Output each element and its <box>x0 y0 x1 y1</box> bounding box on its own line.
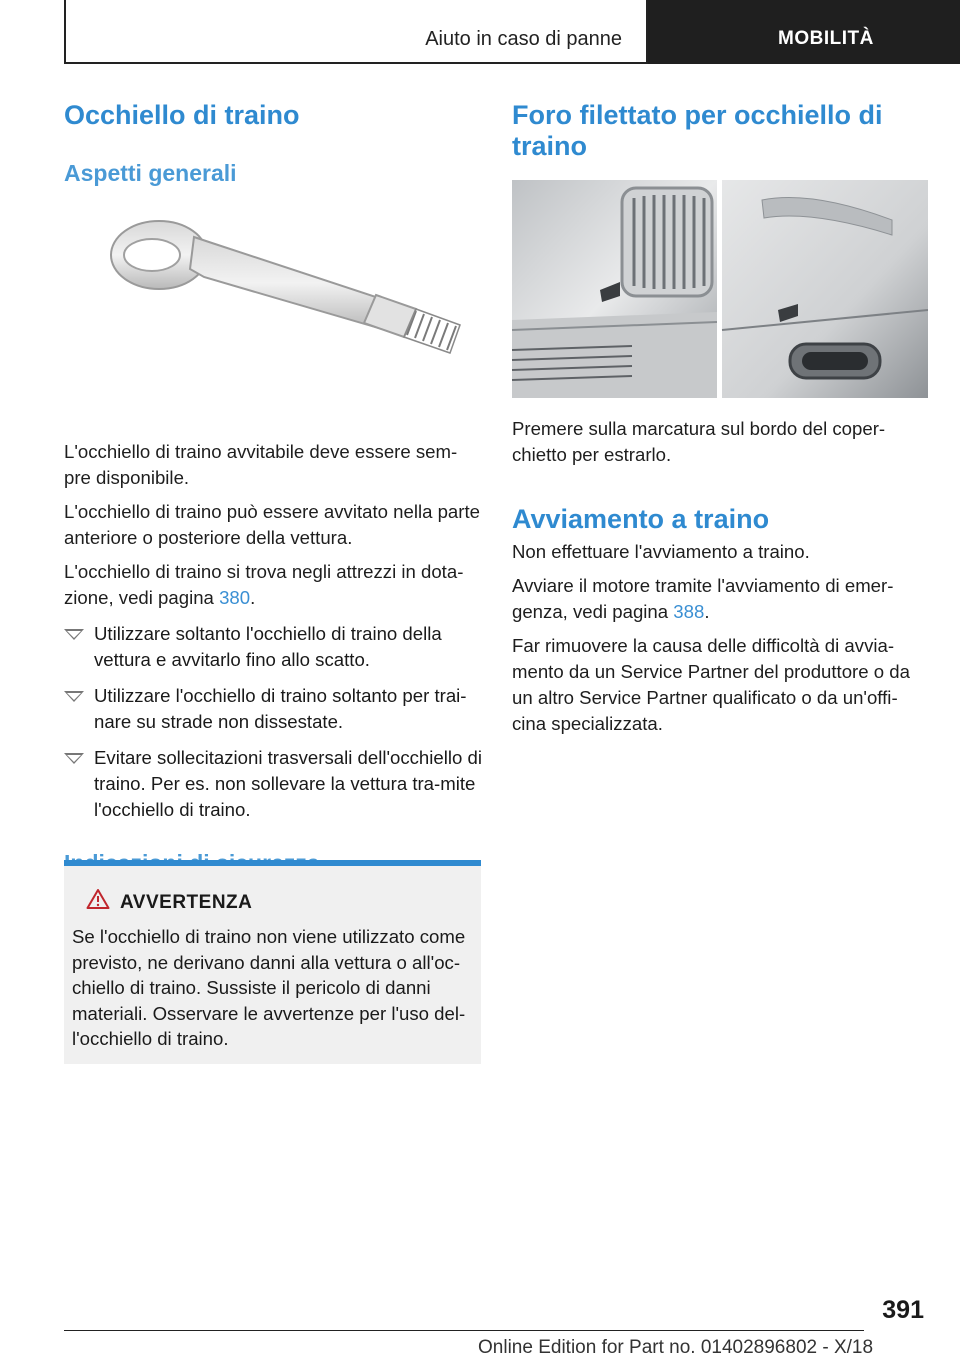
list-item: Evitare sollecitazioni trasversali dell'occhiello di traino. Per es. non sollevare la vettura tra-mite l'occhiello di traino. <box>64 745 482 823</box>
triangle-bullet-icon <box>64 629 84 640</box>
header-section-title: Aiuto in caso di panne <box>425 28 622 50</box>
warning-title: AVVERTENZA <box>120 892 253 913</box>
paragraph-location: L'occhiello di traino si trova negli attrezzi in dota-zione, vedi pagina 380. <box>64 561 464 608</box>
paragraph-availability: L'occhiello di traino avvitabile deve essere sem-pre disponibile. <box>64 441 458 488</box>
paragraph-remove-cover: Premere sulla marcatura sul bordo del coper-chietto per estrarlo. <box>512 418 886 465</box>
warning-box <box>64 860 481 1064</box>
list-item: Utilizzare soltanto l'occhiello di traino della vettura e avvitarlo fino allo scatto. <box>64 621 482 673</box>
page-link-380[interactable]: 380 <box>219 587 251 608</box>
left-column <box>64 100 482 877</box>
paragraph-service-partner: Far rimuovere la causa delle difficoltà di avvia-mento da un Service Partner del produttore o da un altro Service Partner qualificato o da un'offi-cina specializzata. <box>512 635 910 734</box>
section-title-tow-start: Avviamento a traino <box>512 504 770 534</box>
paragraph-mounting: L'occhiello di traino può essere avvitato nella parte anteriore o posteriore della vettura. <box>64 501 480 548</box>
right-column <box>512 100 930 737</box>
triangle-bullet-icon <box>64 753 84 764</box>
chapter-label: MOBILITÀ <box>778 28 874 49</box>
list-item: Utilizzare l'occhiello di traino soltanto per trai-nare su strade non dissestate. <box>64 683 482 735</box>
triangle-bullet-icon <box>64 691 84 702</box>
warning-triangle-icon <box>86 888 110 910</box>
subsection-general: Aspetti generali <box>64 160 237 186</box>
paragraph-emergency-start: Avviare il motore tramite l'avviamento di emer-genza, vedi pagina 388. <box>512 575 894 622</box>
page-number: 391 <box>882 1296 924 1324</box>
section-title-threaded-hole: Foro filettato per occhiello di traino <box>512 100 883 161</box>
section-title-tow-eye: Occhiello di traino <box>64 100 300 130</box>
bumper-photo-illustration <box>512 180 928 398</box>
header-section-box <box>64 0 648 64</box>
page-link-388[interactable]: 388 <box>673 601 705 622</box>
footer-divider <box>64 1330 864 1331</box>
tow-eye-illustration <box>64 207 482 427</box>
footer-edition: Online Edition for Part no. 01402896802 - X/18 <box>478 1337 874 1358</box>
header-chapter-tab <box>648 0 960 64</box>
warning-text: Se l'occhiello di traino non viene utilizzato come previsto, ne derivano danni alla vettura o all'oc-chiello di traino. Sussiste il pericolo di danni materiali. Osservare le avvertenze per l'uso del-l'occhiello di traino. <box>72 926 466 1049</box>
paragraph-no-tow-start: Non effettuare l'avviamento a traino. <box>512 541 810 562</box>
